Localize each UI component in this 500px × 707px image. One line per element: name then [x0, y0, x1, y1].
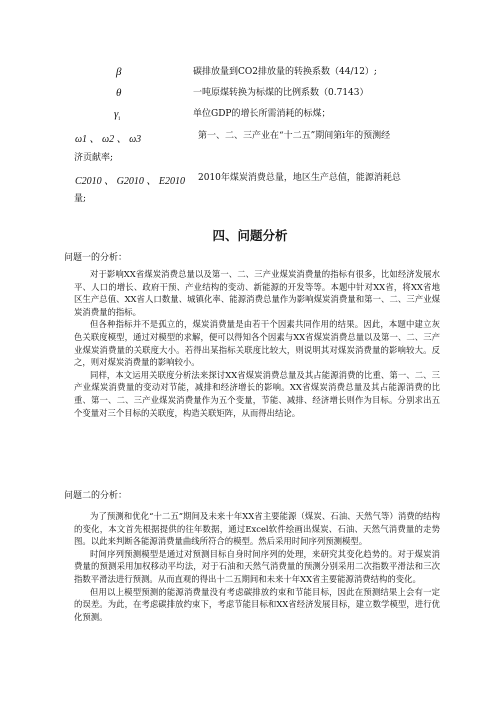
q2-paragraph: 时间序列预测模型是通过对预测目标自身时间序列的处理，来研究其变化趋势的。对于煤炭消费量的预测采用加权移动平均法，对于石油和天然气消费量的预测分别采用二次指数平滑法和三次指数平滑法进行预测。从而直观的得出十二五期间和未来十年XX省主要能源消费结构的变化。 — [74, 548, 440, 584]
section-title: 四、问题分析 — [212, 228, 288, 243]
q2-body — [74, 510, 440, 623]
theta-definition: 一吨原煤转换为标煤的比例系数（0.7143） — [193, 88, 369, 98]
cge-definition-line1: 2010年煤炭消费总量，地区生产总值，能源消耗总 — [198, 173, 401, 183]
gamma-definition: 单位GDP的增长所需消耗的标煤； — [193, 109, 331, 119]
theta-symbol: θ — [116, 87, 122, 99]
q1-paragraph: 但各种指标并不是孤立的，煤炭消费量是由若干个因素共同作用的结果。因此，本题中建立灰色关联度模型，通过对模型的求解，便可以得知各个因素与XX省煤炭消费总量以及第一、二、三产业煤炭消费量的关联度大小。若得出某指标关联度比较大，则说明其对煤炭消费量的影响较大。反之，则对煤炭消费量的影响较小。 — [74, 319, 440, 368]
q1-label: 问题一的分析： — [64, 253, 128, 263]
q1-paragraph: 对于影响XX省煤炭消费总量以及第一、二、三产业煤炭消费量的指标有很多，比如经济发展水平、人口的增长、政府干预、产业结构的变动、新能源的开发等等。本题中针对XX省，将XX省地区生产总值、XX省人口数量、城镇化率、能源消费总量作为影响煤炭消费量和第一、二、三产业煤炭消费量的指标。 — [74, 269, 440, 317]
gamma-symbol: $\gamma_i$ — [114, 108, 121, 123]
cge-definition-line2: 量; — [74, 194, 87, 204]
omega-symbols: ω1 、 ω2 、 ω3 — [75, 134, 142, 145]
cge-symbols: C2010 、 G2010 、 E2010 — [75, 176, 185, 187]
q1-paragraph: 同样，本文运用关联度分析法来探讨XX省煤炭消费总量及其占能源消费的比重、第一、二、三产业煤炭消费量的变动对节能，减排和经济增长的影响。XX省煤炭消费总量及其占能源消费的比重、第一、二、三产业煤炭消费量作为五个变量，节能、减排、经济增长则作为目标。分别求出五个变量对三个目标的关联度，构造关联矩阵，从而得出结论。 — [74, 369, 440, 418]
omega-definition-line1: 第一、二、三产业在“十二五”期间第i年的预测经 — [198, 131, 391, 141]
beta-definition: 碳排放量到CO2排放量的转换系数（44/12）; — [193, 67, 377, 77]
q1-body — [74, 268, 440, 419]
beta-symbol: β — [116, 66, 122, 78]
q2-paragraph: 但用以上模型预测的能源消费量没有考虑碳排放约束和节能目标，因此在预测结果上会有一定的误差。为此，在考虑碳排放约束下，考虑节能目标和XX省经济发展目标，建立数学模型，进行优化预测。 — [74, 586, 440, 622]
q2-paragraph: 为了预测和优化“十二五”期间及未来十年XX省主要能源（煤炭、石油、天然气等）消费的结构的变化，本文首先根据提供的往年数据，通过Excel软件绘画出煤炭、石油、天然气消费量的走势图。以此来判断各能源消费量曲线所符合的模型。然后采用时间序列预测模型。 — [74, 511, 440, 547]
q2-label: 问题二的分析： — [64, 491, 128, 501]
omega-definition-line2: 济贡献率; — [74, 153, 114, 163]
